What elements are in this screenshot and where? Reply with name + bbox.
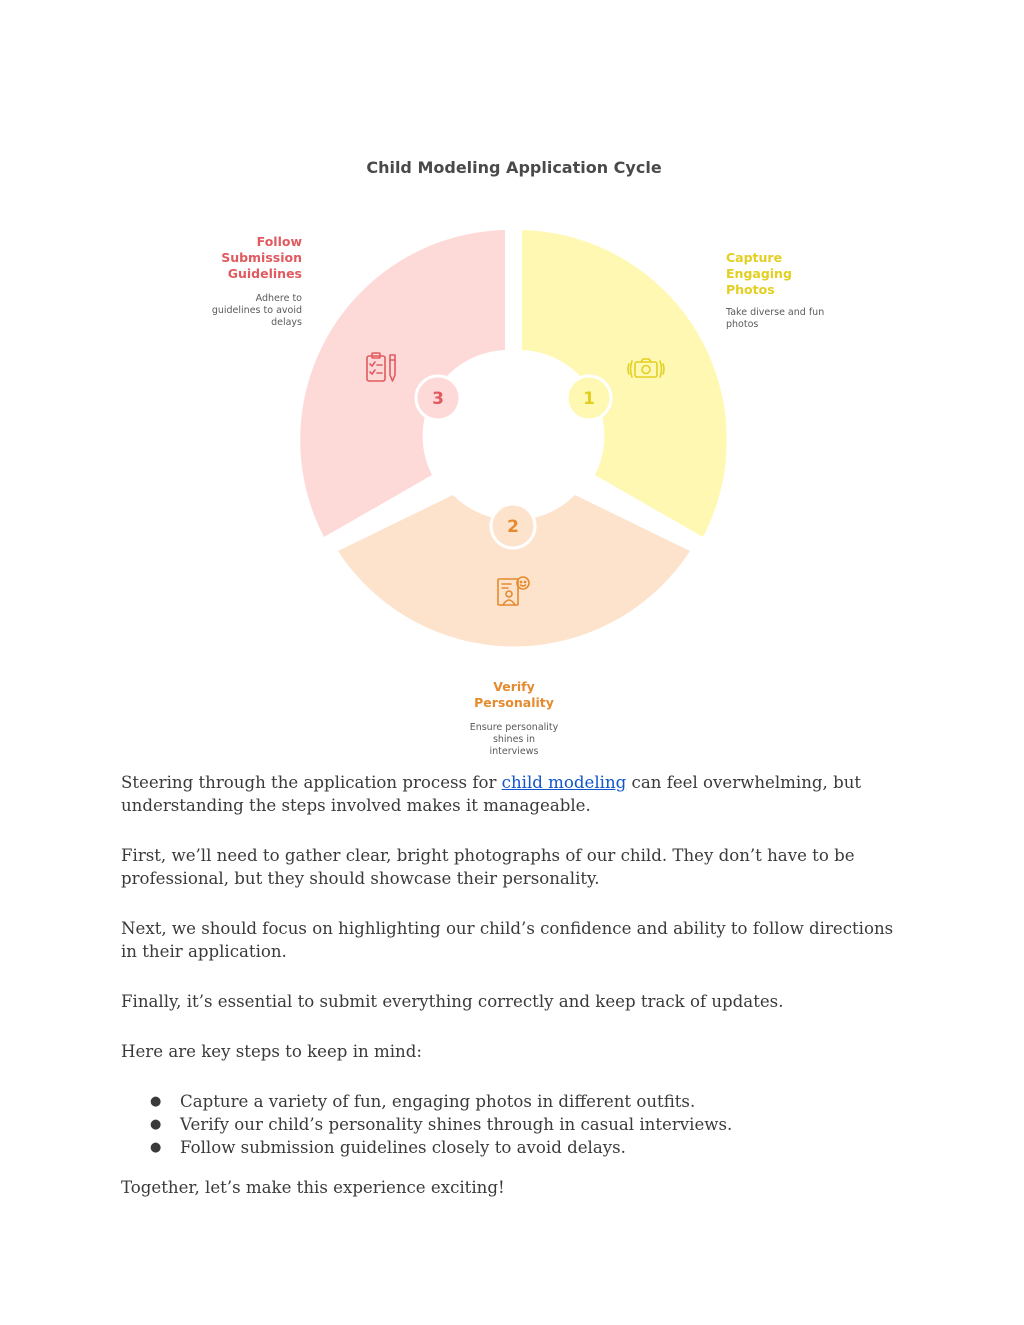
list-item: [150, 1136, 911, 1159]
step-3-heading-line-1: Follow: [256, 234, 302, 249]
step-1-heading-line-3: Photos: [726, 282, 775, 297]
step-2-heading-line-1: Verify: [493, 679, 535, 694]
intro-text-after-link: can feel overwhelming, but understanding the steps involved makes it manageable.: [121, 773, 862, 815]
step-2-heading-line-2: Personality: [474, 695, 554, 710]
step-2-desc-line-3: interviews: [489, 746, 539, 757]
bullet-icon: ●: [150, 1140, 162, 1155]
step-3-desc-line-2: guidelines to avoid: [211, 305, 302, 316]
step-2-label: [470, 679, 559, 757]
list-item: [150, 1113, 911, 1136]
step-3-badge: [416, 376, 460, 420]
key-steps-list: [121, 1090, 911, 1159]
step-3-desc-line-1: Adhere to: [255, 293, 302, 304]
step-3-heading-line-3: Guidelines: [227, 266, 302, 281]
step-1-badge: [567, 376, 611, 420]
step-2-desc-line-1: Ensure personality: [469, 722, 559, 733]
diagram-title: Child Modeling Application Cycle: [366, 158, 662, 177]
list-item-text: Capture a variety of fun, engaging photos in different outfits.: [180, 1092, 696, 1111]
step-1-heading-line-2: Engaging: [726, 266, 792, 281]
key-steps-intro: Here are key steps to keep in mind:: [121, 1042, 422, 1061]
submit-paragraph: Finally, it’s essential to submit everything correctly and keep track of updates.: [121, 992, 784, 1011]
step-1-desc-line-1: Take diverse and fun: [726, 307, 825, 318]
step-3-heading-line-2: Submission: [221, 250, 302, 265]
step-1-desc-line-2: photos: [726, 319, 759, 330]
intro-paragraph: [121, 771, 911, 817]
list-item: [150, 1090, 911, 1113]
child-modeling-link[interactable]: child modeling: [501, 773, 627, 792]
step-3-desc-line-3: delays: [271, 317, 302, 328]
list-item-text: Verify our child’s personality shines through in casual interviews.: [180, 1115, 733, 1134]
intro-text-before-link: Steering through the application process for: [121, 773, 502, 792]
bullet-icon: ●: [150, 1117, 162, 1132]
step-2-number: 2: [507, 517, 519, 537]
confidence-paragraph: Next, we should focus on highlighting our child’s confidence and ability to follow directions in their application.: [121, 919, 894, 961]
article-body: [121, 771, 911, 1226]
segment-capture-photos: [522, 230, 727, 537]
step-1-number: 1: [583, 389, 595, 409]
step-1-heading-line-1: Capture: [726, 250, 783, 265]
photos-paragraph: First, we’ll need to gather clear, bright photographs of our child. They don’t have to be professional, but they should showcase their personality.: [121, 846, 855, 888]
step-3-number: 3: [432, 389, 444, 409]
closing-paragraph: Together, let’s make this experience exciting!: [121, 1178, 505, 1197]
step-2-badge: [491, 504, 535, 548]
step-1-label: [725, 250, 824, 330]
step-2-desc-line-2: shines in: [492, 734, 536, 745]
step-3-label: [212, 234, 303, 328]
segment-follow-guidelines: [300, 230, 505, 537]
bullet-icon: ●: [150, 1094, 162, 1109]
list-item-text: Follow submission guidelines closely to avoid delays.: [180, 1138, 626, 1157]
